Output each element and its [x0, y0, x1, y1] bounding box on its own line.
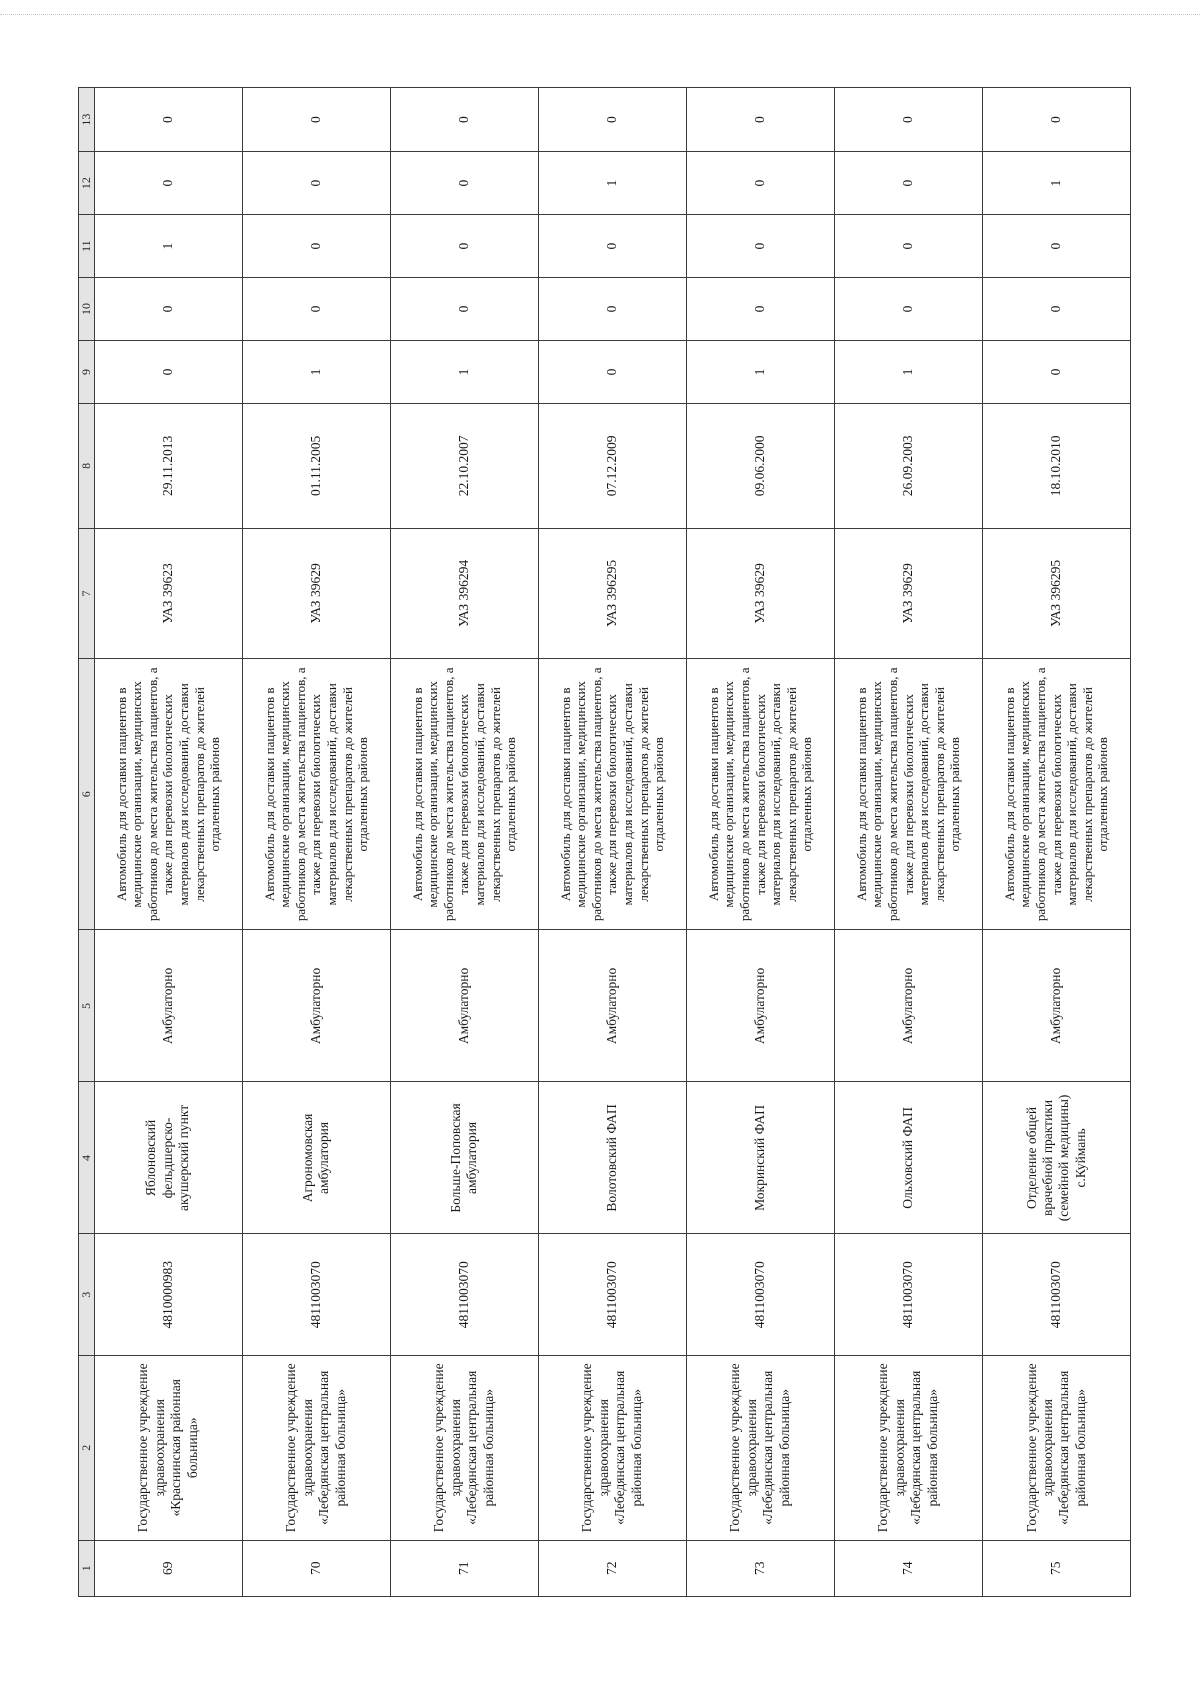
- header-cell: 3: [79, 1234, 95, 1356]
- unit-cell: Мокринский ФАП: [686, 1082, 834, 1234]
- count-cell: 0: [834, 88, 982, 152]
- count-cell: 1: [686, 341, 834, 404]
- organization-cell: Государственное учреждение здравоохранения «Лебедянская центральная районная больница»: [982, 1356, 1130, 1541]
- model-cell: УАЗ 39629: [686, 528, 834, 658]
- row-number: 69: [94, 1540, 242, 1596]
- count-cell: 0: [242, 215, 390, 278]
- row-number: 71: [390, 1540, 538, 1596]
- inn-cell: 4811003070: [982, 1234, 1130, 1356]
- model-cell: УАЗ 39629: [834, 528, 982, 658]
- model-cell: УАЗ 39623: [94, 528, 242, 658]
- date-cell: 01.11.2005: [242, 403, 390, 528]
- model-cell: УАЗ 396294: [390, 528, 538, 658]
- date-cell: 18.10.2010: [982, 403, 1130, 528]
- inn-cell: 4811003070: [686, 1234, 834, 1356]
- mode-cell: Амбулаторно: [94, 930, 242, 1082]
- table-row: [390, 88, 538, 1597]
- count-cell: 0: [538, 278, 686, 341]
- header-cell: 1: [79, 1540, 95, 1596]
- unit-cell: Яблоновский фельдшерско-акушерский пункт: [94, 1082, 242, 1234]
- count-cell: 0: [242, 152, 390, 215]
- inn-cell: 4811003070: [242, 1234, 390, 1356]
- count-cell: 0: [390, 215, 538, 278]
- mode-cell: Амбулаторно: [834, 930, 982, 1082]
- count-cell: 0: [538, 215, 686, 278]
- count-cell: 0: [982, 88, 1130, 152]
- count-cell: 0: [390, 88, 538, 152]
- count-cell: 0: [982, 215, 1130, 278]
- count-cell: 1: [982, 152, 1130, 215]
- header-cell: 12: [79, 152, 95, 215]
- purpose-cell: Автомобиль для доставки пациентов в медицинские организации, медицинских работников до места жительства пациентов, а также для перевозки биологических материалов для исследований, доставки лекарственных препаратов до жителей отдаленных районов: [390, 659, 538, 930]
- date-cell: 26.09.2003: [834, 403, 982, 528]
- count-cell: 0: [834, 215, 982, 278]
- organization-cell: Государственное учреждение здравоохранения «Лебедянская центральная районная больница»: [834, 1356, 982, 1541]
- header-cell: 5: [79, 930, 95, 1082]
- count-cell: 0: [94, 88, 242, 152]
- date-cell: 09.06.2000: [686, 403, 834, 528]
- purpose-cell: Автомобиль для доставки пациентов в медицинские организации, медицинских работников до места жительства пациентов, а также для перевозки биологических материалов для исследований, доставки лекарственных препаратов до жителей отдаленных районов: [538, 659, 686, 930]
- count-cell: 0: [686, 88, 834, 152]
- inn-cell: 4811003070: [538, 1234, 686, 1356]
- row-number: 70: [242, 1540, 390, 1596]
- count-cell: 0: [834, 278, 982, 341]
- table-row: [686, 88, 834, 1597]
- header-cell: 7: [79, 528, 95, 658]
- count-cell: 0: [686, 152, 834, 215]
- header-cell: 13: [79, 88, 95, 152]
- unit-cell: Ольховский ФАП: [834, 1082, 982, 1234]
- table-row: [94, 88, 242, 1597]
- count-cell: 0: [982, 341, 1130, 404]
- table-row: [242, 88, 390, 1597]
- count-cell: 0: [390, 278, 538, 341]
- header-cell: 10: [79, 278, 95, 341]
- count-cell: 0: [982, 278, 1130, 341]
- mode-cell: Амбулаторно: [686, 930, 834, 1082]
- count-cell: 0: [686, 278, 834, 341]
- mode-cell: Амбулаторно: [390, 930, 538, 1082]
- count-cell: 0: [94, 278, 242, 341]
- date-cell: 07.12.2009: [538, 403, 686, 528]
- inn-cell: 4810000983: [94, 1234, 242, 1356]
- organization-cell: Государственное учреждение здравоохранения «Лебедянская центральная районная больница»: [538, 1356, 686, 1541]
- count-cell: 0: [94, 152, 242, 215]
- header-cell: 6: [79, 659, 95, 930]
- header-cell: 9: [79, 341, 95, 404]
- count-cell: 0: [538, 88, 686, 152]
- purpose-cell: Автомобиль для доставки пациентов в медицинские организации, медицинских работников до места жительства пациентов, а также для перевозки биологических материалов для исследований, доставки лекарственных препаратов до жителей отдаленных районов: [982, 659, 1130, 930]
- purpose-cell: Автомобиль для доставки пациентов в медицинские организации, медицинских работников до места жительства пациентов, а также для перевозки биологических материалов для исследований, доставки лекарственных препаратов до жителей отдаленных районов: [94, 659, 242, 930]
- count-cell: 0: [686, 215, 834, 278]
- count-cell: 1: [242, 341, 390, 404]
- vehicle-table: [78, 87, 1131, 1597]
- count-cell: 0: [834, 152, 982, 215]
- model-cell: УАЗ 39629: [242, 528, 390, 658]
- count-cell: 0: [94, 341, 242, 404]
- count-cell: 1: [538, 152, 686, 215]
- unit-cell: Волотовский ФАП: [538, 1082, 686, 1234]
- count-cell: 0: [242, 278, 390, 341]
- table-row: [538, 88, 686, 1597]
- purpose-cell: Автомобиль для доставки пациентов в медицинские организации, медицинских работников до места жительства пациентов, а также для перевозки биологических материалов для исследований, доставки лекарственных препаратов до жителей отдаленных районов: [686, 659, 834, 930]
- mode-cell: Амбулаторно: [982, 930, 1130, 1082]
- organization-cell: Государственное учреждение здравоохранения «Лебедянская центральная районная больница»: [686, 1356, 834, 1541]
- rotated-table-container: [78, 87, 1131, 1597]
- inn-cell: 4811003070: [834, 1234, 982, 1356]
- row-number: 75: [982, 1540, 1130, 1596]
- table-row: [982, 88, 1130, 1597]
- inn-cell: 4811003070: [390, 1234, 538, 1356]
- row-number: 73: [686, 1540, 834, 1596]
- date-cell: 29.11.2013: [94, 403, 242, 528]
- organization-cell: Государственное учреждение здравоохранения «Краснинская районная больница»: [94, 1356, 242, 1541]
- row-number: 74: [834, 1540, 982, 1596]
- header-cell: 11: [79, 215, 95, 278]
- page-top-edge: [0, 14, 1200, 15]
- count-cell: 1: [390, 341, 538, 404]
- count-cell: 0: [538, 341, 686, 404]
- date-cell: 22.10.2007: [390, 403, 538, 528]
- purpose-cell: Автомобиль для доставки пациентов в медицинские организации, медицинских работников до места жительства пациентов, а также для перевозки биологических материалов для исследований, доставки лекарственных препаратов до жителей отдаленных районов: [242, 659, 390, 930]
- model-cell: УАЗ 396295: [982, 528, 1130, 658]
- model-cell: УАЗ 396295: [538, 528, 686, 658]
- mode-cell: Амбулаторно: [242, 930, 390, 1082]
- header-cell: 2: [79, 1356, 95, 1541]
- row-number: 72: [538, 1540, 686, 1596]
- header-cell: 4: [79, 1082, 95, 1234]
- mode-cell: Амбулаторно: [538, 930, 686, 1082]
- document-page: [78, 87, 1131, 1597]
- purpose-cell: Автомобиль для доставки пациентов в медицинские организации, медицинских работников до места жительства пациентов, а также для перевозки биологических материалов для исследований, доставки лекарственных препаратов до жителей отдаленных районов: [834, 659, 982, 930]
- count-cell: 1: [834, 341, 982, 404]
- unit-cell: Больше-Поповская амбулатория: [390, 1082, 538, 1234]
- count-cell: 1: [94, 215, 242, 278]
- unit-cell: Отделение общей врачебной практики (семейной медицины) с.Куймань: [982, 1082, 1130, 1234]
- organization-cell: Государственное учреждение здравоохранения «Лебедянская центральная районная больница»: [242, 1356, 390, 1541]
- header-row: [79, 88, 95, 1597]
- organization-cell: Государственное учреждение здравоохранения «Лебедянская центральная районная больница»: [390, 1356, 538, 1541]
- unit-cell: Агрономовская амбулатория: [242, 1082, 390, 1234]
- table-row: [834, 88, 982, 1597]
- header-cell: 8: [79, 403, 95, 528]
- count-cell: 0: [242, 88, 390, 152]
- count-cell: 0: [390, 152, 538, 215]
